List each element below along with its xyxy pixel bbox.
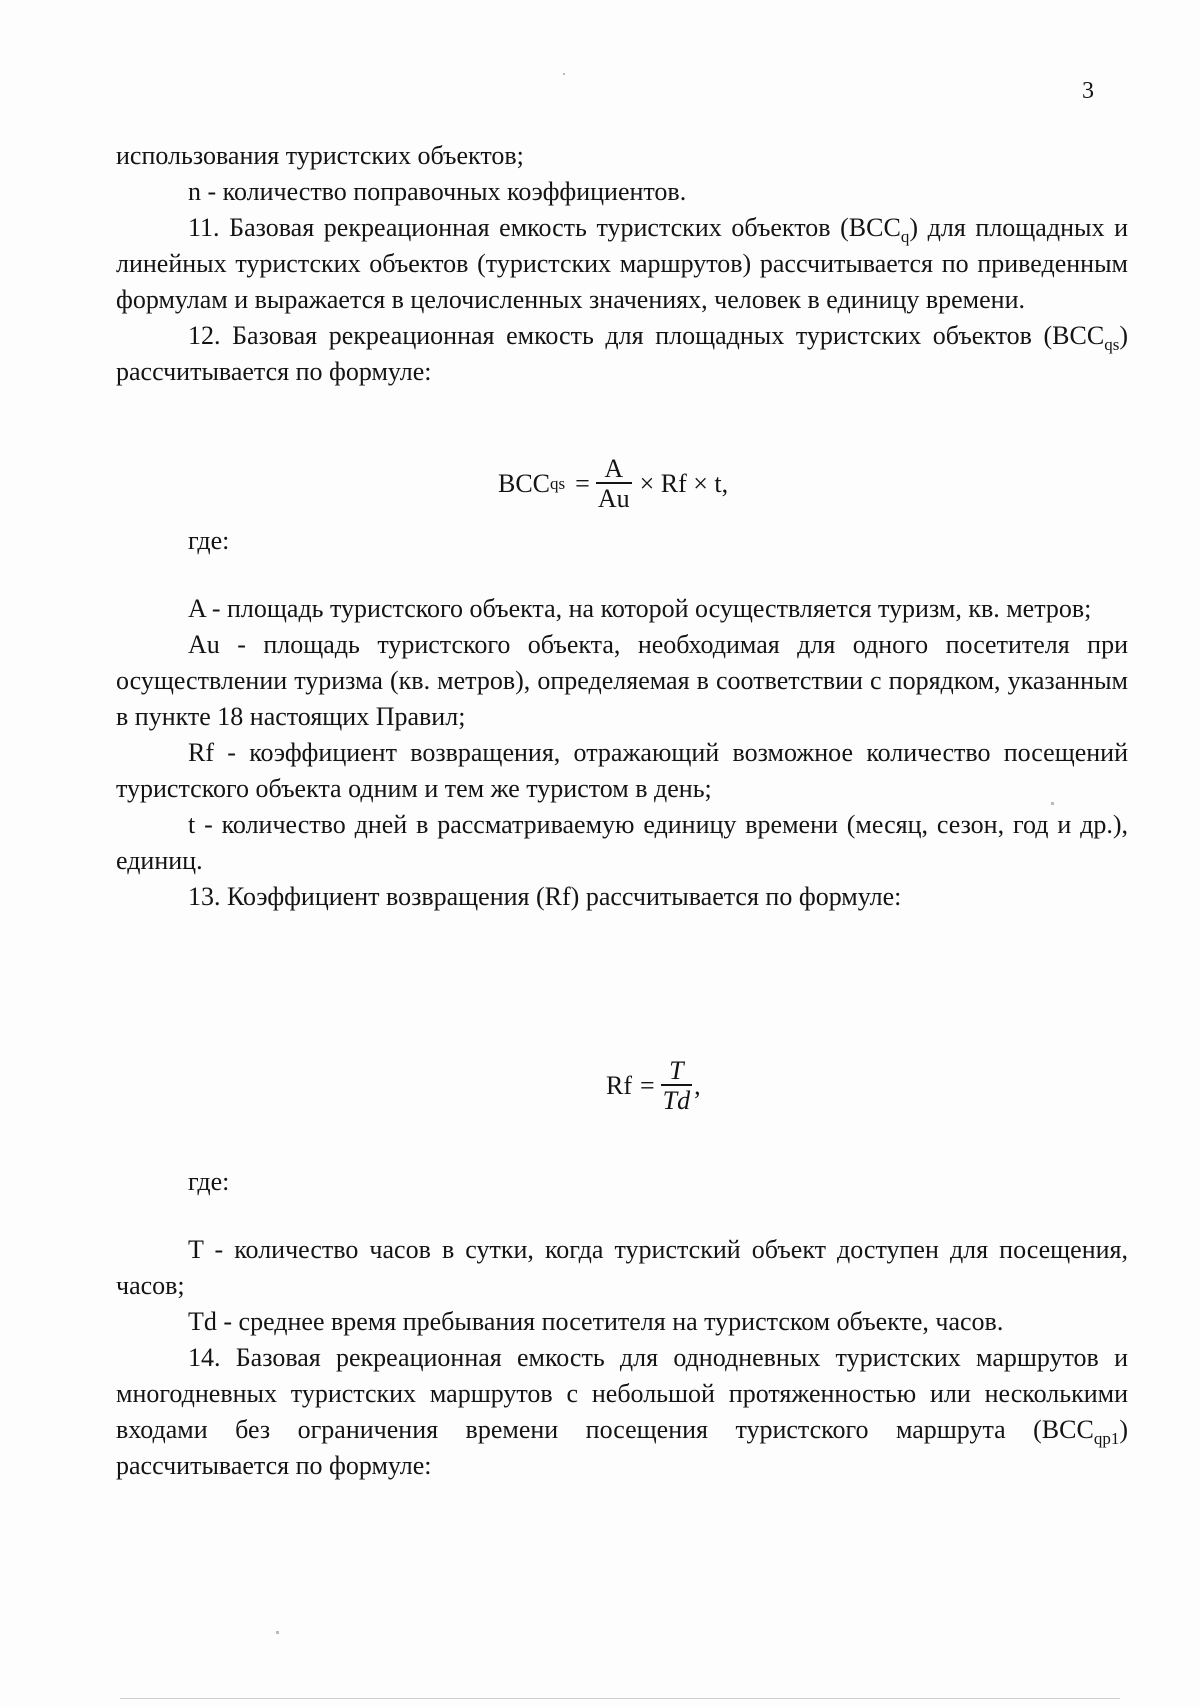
- paragraph-13: 13. Коэффициент возвращения (Rf) рассчитывается по формуле:: [188, 882, 902, 911]
- paragraph-12: 12. Базовая рекреационная емкость для площадных туристских объектов $(BCC_{qs})$ рассчитывается по формуле:: [116, 321, 1128, 386]
- definition-T: T - количество часов в сутки, когда туристский объект доступен для посещения, часов;: [116, 1235, 1128, 1300]
- paragraph-continuation: использования туристских объектов;: [116, 141, 524, 170]
- paragraph-11: 11. Базовая рекреационная емкость туристских объектов $(BCC_q)$ для площадных и линейных туристских объектов (туристских маршрутов) рассчитывается по приведенным формулам и выражается в целочисленных значениях, человек в единицу времени.: [116, 213, 1128, 314]
- fraction: $\frac{T}{Td}$: [662, 1056, 691, 1115]
- paragraph-n: n - количество поправочных коэффициентов.: [188, 177, 687, 206]
- paragraph-14: 14. Базовая рекреационная емкость для однодневных туристских маршрутов и многодневных туристских маршрутов с небольшой протяженностью или несколькими входами без ограничения времени посещения туристского маршрута $(BCC_{qp1})$ рассчитывается по формуле:: [116, 1343, 1128, 1480]
- definition-t: t - количество дней в рассматриваемую единицу времени (месяц, сезон, год и др.), единиц.: [116, 810, 1128, 875]
- text-block-2: [116, 591, 1128, 915]
- formula-rf: Rf = $\frac{T}{Td}$ ,: [606, 1056, 701, 1115]
- where-label: где:: [188, 526, 230, 555]
- scan-speck: [276, 1631, 279, 1634]
- definition-a: A - площадь туристского объекта, на которой осуществляется туризм, кв. метров;: [188, 594, 1092, 623]
- definition-rf: Rf - коэффициент возвращения, отражающий возможное количество посещений туристского объекта одним и тем же туристом в день;: [116, 738, 1128, 803]
- definition-au: Au - площадь туристского объекта, необходимая для одного посетителя при осуществлении туризма (кв. метров), определяемая в соответствии с порядком, указанным в пункте 18 настоящих Правил;: [116, 630, 1128, 731]
- scan-edge-line: [120, 1698, 1120, 1699]
- formula-bcc-qs: BCC qs = $\frac{A}{Au}$ × Rf × t,: [498, 454, 729, 513]
- page-number: 3: [1082, 78, 1094, 104]
- text-block-3: [116, 1232, 1128, 1484]
- scan-speck: [563, 73, 565, 75]
- scan-speck: [1051, 802, 1054, 805]
- fraction: $\frac{A}{Au}$: [597, 454, 630, 513]
- text-block-1: [116, 138, 1128, 390]
- where-label: где:: [188, 1167, 230, 1196]
- definition-td: Td - среднее время пребывания посетителя на туристском объекте, часов.: [188, 1307, 1004, 1336]
